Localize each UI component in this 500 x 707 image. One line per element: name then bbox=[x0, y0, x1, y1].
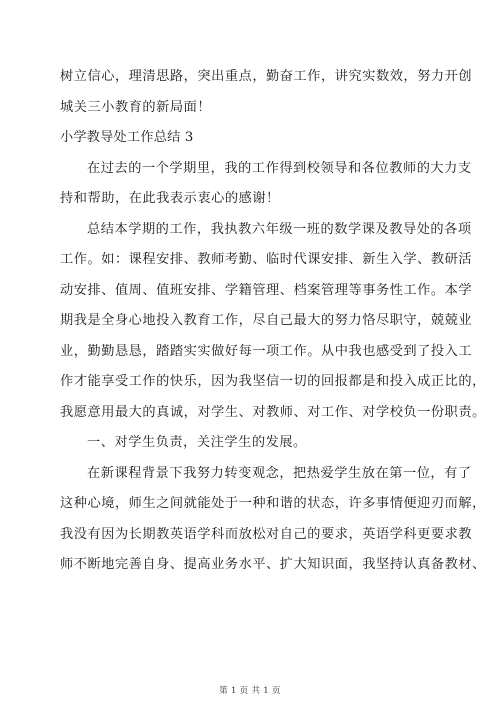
text-line-7: 工作。如：课程安排、教师考勤、临时代课安排、新生入学、教研活 bbox=[60, 252, 473, 267]
text-line-2: 城关三小教育的新局面！ bbox=[60, 99, 212, 115]
text-line-8: 动安排、值周、值班安排、学籍管理、档案管理等事务性工作。本学 bbox=[60, 282, 473, 298]
text-line-10: 业，勤勤恳恳，踏踏实实做好每一项工作。从中我也感受到了投入工 bbox=[60, 343, 473, 359]
text-line-4: 在过去的一个学期里，我的工作得到校领导和各位教师的大力支 bbox=[87, 160, 472, 176]
text-line-6: 总结本学期的工作，我执教六年级一班的数学课及教导处的各项 bbox=[87, 221, 472, 237]
text-line-14: 在新课程背景下我努力转变观念，把热爱学生放在第一位，有了 bbox=[87, 465, 472, 481]
text-line-1: 树立信心，理清思路，突出重点，勤奋工作，讲究实数效，努力开创 bbox=[60, 69, 473, 84]
text-line-15: 这种心境，师生之间就能处于一种和谐的状态，许多事情便迎刃而解， bbox=[60, 496, 486, 511]
text-line-17: 师不断地完善自身、提高业务水平、扩大知识面，我坚持认真备教材、 bbox=[60, 557, 486, 572]
text-line-9: 期我是全身心地投入教育工作，尽自己最大的努力恪尽职守，兢兢业 bbox=[60, 313, 473, 328]
document-body bbox=[60, 62, 486, 581]
page-footer: 第 1 页 共 1 页 bbox=[219, 686, 281, 696]
text-line-16: 我没有因为长期教英语学科而放松对自己的要求，英语学科更要求教 bbox=[60, 526, 473, 542]
subsection-heading: 一、对学生负责，关注学生的发展。 bbox=[87, 435, 307, 450]
text-line-5: 持和帮助，在此我表示衷心的感谢！ bbox=[60, 191, 280, 206]
text-line-12: 我愿意用最大的真诚，对学生、对教师、对工作、对学校负一份职责。 bbox=[60, 404, 486, 420]
section-title: 小学教导处工作总结 3 bbox=[60, 130, 194, 145]
text-line-11: 作才能享受工作的快乐，因为我坚信一切的回报都是和投入成正比的， bbox=[60, 374, 486, 389]
